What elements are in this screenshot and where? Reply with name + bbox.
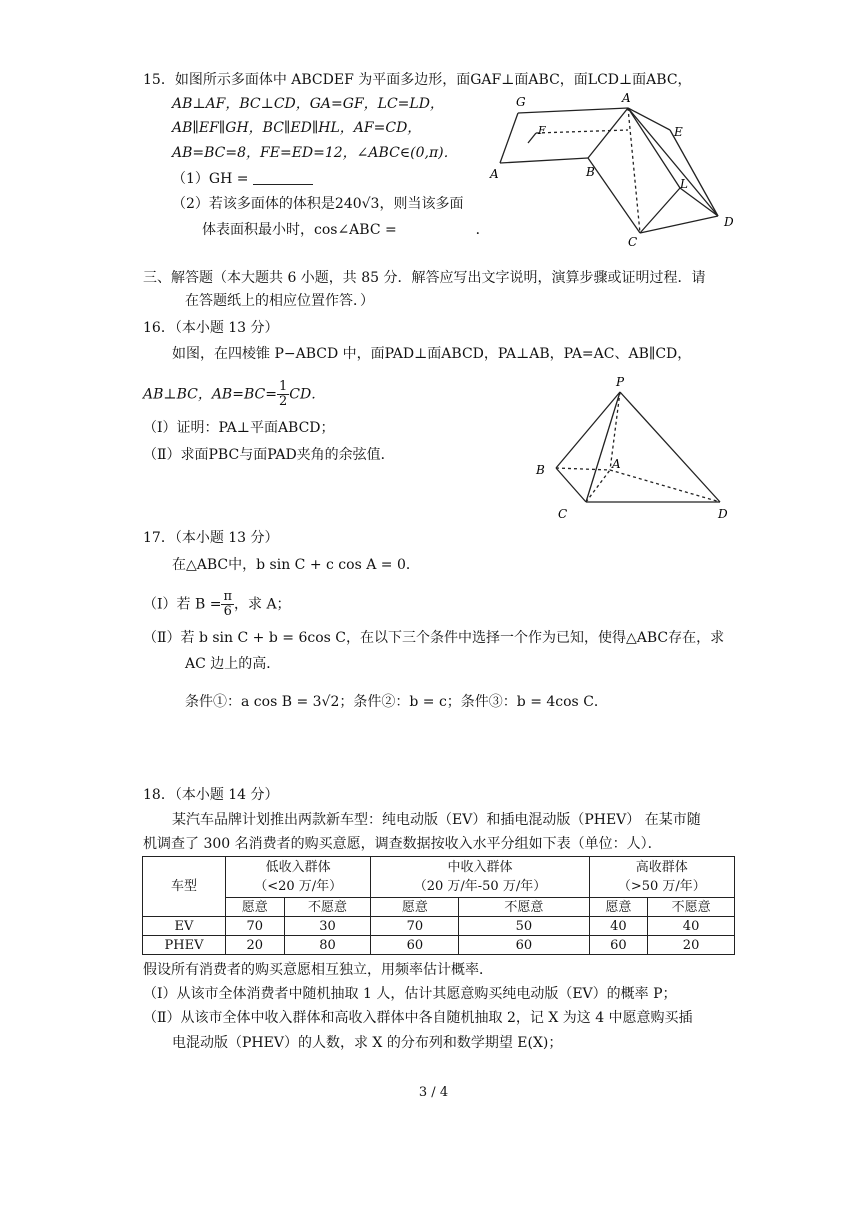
q17-part1-b: ，求 A；: [234, 596, 291, 613]
q18-assumption: 假设所有消费者的购买意愿相互独立，用频率估计概率．: [143, 962, 493, 978]
table-cell: 20: [226, 936, 285, 955]
q15-fig-label-a-top: A: [622, 91, 631, 105]
q17-fraction-num: π: [223, 589, 232, 604]
table-row: [143, 936, 735, 955]
q18-part1: （Ⅰ）从该市全体消费者中随机抽取 1 人，估计其愿意购买纯电动版（EV）的概率 P；: [143, 986, 677, 1002]
q16-fig-label-d: D: [718, 507, 728, 521]
table-cell: 50: [459, 917, 589, 936]
q16-fraction-den: 2: [278, 394, 288, 409]
q15-part2: （2）若该多面体的体积是240√3，则当该多面: [172, 196, 464, 212]
q15-fig-label-g: G: [516, 95, 526, 109]
q16-stem-line1: 如图，在四棱锥 P−ABCD 中，面PAD⊥面ABCD，PA⊥AB，PA=AC、AB∥CD，: [172, 346, 692, 362]
q17-part1-a: （Ⅰ）若 B =: [143, 596, 222, 613]
table-cell: 60: [459, 936, 589, 955]
q15-fig-label-l: L: [680, 177, 688, 191]
q16-fig-label-c: C: [558, 507, 568, 521]
q15-fig-label-b: B: [586, 165, 595, 179]
q15-stem-line3: AB∥EF∥GH，BC∥ED∥HL，AF=CD，: [172, 120, 422, 136]
q15-stem-line4: AB=BC=8，FE=ED=12，∠ABC∈(0,π)．: [172, 145, 458, 161]
page-number: 3 / 4: [418, 1085, 449, 1100]
table-subheader: 愿意: [226, 898, 285, 917]
table-group-low: [226, 857, 371, 898]
table-subheader: 不愿意: [459, 898, 589, 917]
table-corner: 车型: [143, 857, 226, 917]
q15-part1-answer-blank: [253, 170, 313, 185]
q15-fig-label-d: D: [724, 215, 734, 229]
q16-stem-line2-a: AB⊥BC，AB=BC=: [143, 386, 277, 403]
table-group-low-name: 低收入群体: [265, 860, 331, 875]
table-cell: 40: [648, 917, 735, 936]
table-cell: 80: [284, 936, 371, 955]
q15-fig-label-e: E: [674, 125, 683, 139]
q15-fig-label-c: C: [628, 235, 638, 248]
q17-part1: [143, 590, 291, 618]
q17-conditions: 条件①：a cos B = 3√2；条件②：b = c；条件③：b = 4cos C．: [185, 694, 608, 710]
q18-data-table: [142, 856, 735, 955]
q16-fraction: [277, 380, 289, 409]
q16-title: 16．（本小题 13 分）: [143, 320, 279, 336]
q18-part2: （Ⅱ）从该市全体中收入群体和高收入群体中各自随机抽取 2，记 X 为这 4 中愿意购买插: [143, 1010, 693, 1026]
q16-part2: （Ⅱ）求面PBC与面PAD夹角的余弦值．: [143, 447, 395, 463]
table-group-mid-range: （20 万/年-50 万/年）: [413, 879, 547, 894]
q15-fig-label-a: A: [490, 167, 499, 181]
q18-stem-line2: 机调查了 300 名消费者的购买意愿，调查数据按收入水平分组如下表（单位：人）．: [143, 836, 662, 852]
q17-fraction-den: 6: [223, 604, 232, 619]
section3-heading: 三、解答题（本大题共 6 小题，共 85 分．解答应写出文字说明，演算步骤或证明过程．请: [143, 270, 706, 286]
q15-polyhedron-figure: [488, 88, 748, 248]
table-cell: 20: [648, 936, 735, 955]
q15-part1-text: （1）GH =: [172, 171, 249, 187]
table-group-high-name: 高收群体: [635, 860, 688, 875]
table-group-mid: [371, 857, 589, 898]
table-cell: 40: [589, 917, 648, 936]
q15-part2-end: ．: [475, 222, 490, 238]
q15-part1: [172, 169, 313, 189]
q15-fig-label-f: F: [538, 124, 546, 137]
q16-fig-label-p: P: [616, 375, 625, 389]
table-cell: 70: [371, 917, 459, 936]
q18-title: 18．（本小题 14 分）: [143, 787, 279, 803]
table-group-high-range: （>50 万/年）: [617, 879, 706, 894]
table-subheader: 不愿意: [648, 898, 735, 917]
table-subheader: 愿意: [371, 898, 459, 917]
q17-title: 17．（本小题 13 分）: [143, 530, 279, 546]
q15-stem-line2: AB⊥AF，BC⊥CD，GA=GF，LC=LD，: [172, 96, 444, 112]
q17-part2-cont: AC 边上的高．: [185, 656, 281, 672]
table-group-mid-name: 中收入群体: [447, 860, 513, 875]
q18-part2-cont: 电混动版（PHEV）的人数，求 X 的分布列和数学期望 E(X)；: [172, 1035, 563, 1051]
q16-fraction-num: 1: [278, 379, 288, 394]
q18-stem-line1: 某汽车品牌计划推出两款新车型：纯电动版（EV）和插电混动版（PHEV） 在某市随: [172, 812, 701, 828]
table-group-low-range: （<20 万/年）: [254, 879, 343, 894]
q16-stem-line2: [143, 379, 326, 409]
table-group-high: [589, 857, 734, 898]
table-row-label: PHEV: [143, 936, 226, 955]
q16-pyramid-figure: [528, 372, 738, 524]
table-cell: 70: [226, 917, 285, 936]
table-subheader: 不愿意: [284, 898, 371, 917]
table-row: [143, 917, 735, 936]
q15-part2-cont-text: 体表面积最小时，cos∠ABC =: [202, 222, 397, 238]
q16-fig-label-a: A: [612, 457, 621, 471]
q17-stem: 在△ABC中，b sin C + c cos A = 0．: [172, 557, 420, 573]
q15-stem-line1: 15．如图所示多面体中 ABCDEF 为平面多边形，面GAF⊥面ABC，面LCD⊥面ABC，: [143, 72, 692, 88]
q17-fraction: [221, 590, 234, 619]
q16-fig-label-b: B: [536, 463, 545, 477]
q15-part2-cont: [202, 220, 490, 240]
table-cell: 60: [371, 936, 459, 955]
table-cell: 60: [589, 936, 648, 955]
table-cell: 30: [284, 917, 371, 936]
table-subheader: 愿意: [589, 898, 648, 917]
q17-part2: （Ⅱ）若 b sin C + b = 6cos C，在以下三个条件中选择一个作为已知，使得△ABC存在，求: [143, 630, 725, 646]
section3-heading-cont: 在答题纸上的相应位置作答．）: [185, 293, 374, 309]
q16-stem-line2-b: CD．: [289, 386, 326, 403]
q16-part1: （Ⅰ）证明：PA⊥平面ABCD；: [143, 420, 335, 436]
table-row-label: EV: [143, 917, 226, 936]
